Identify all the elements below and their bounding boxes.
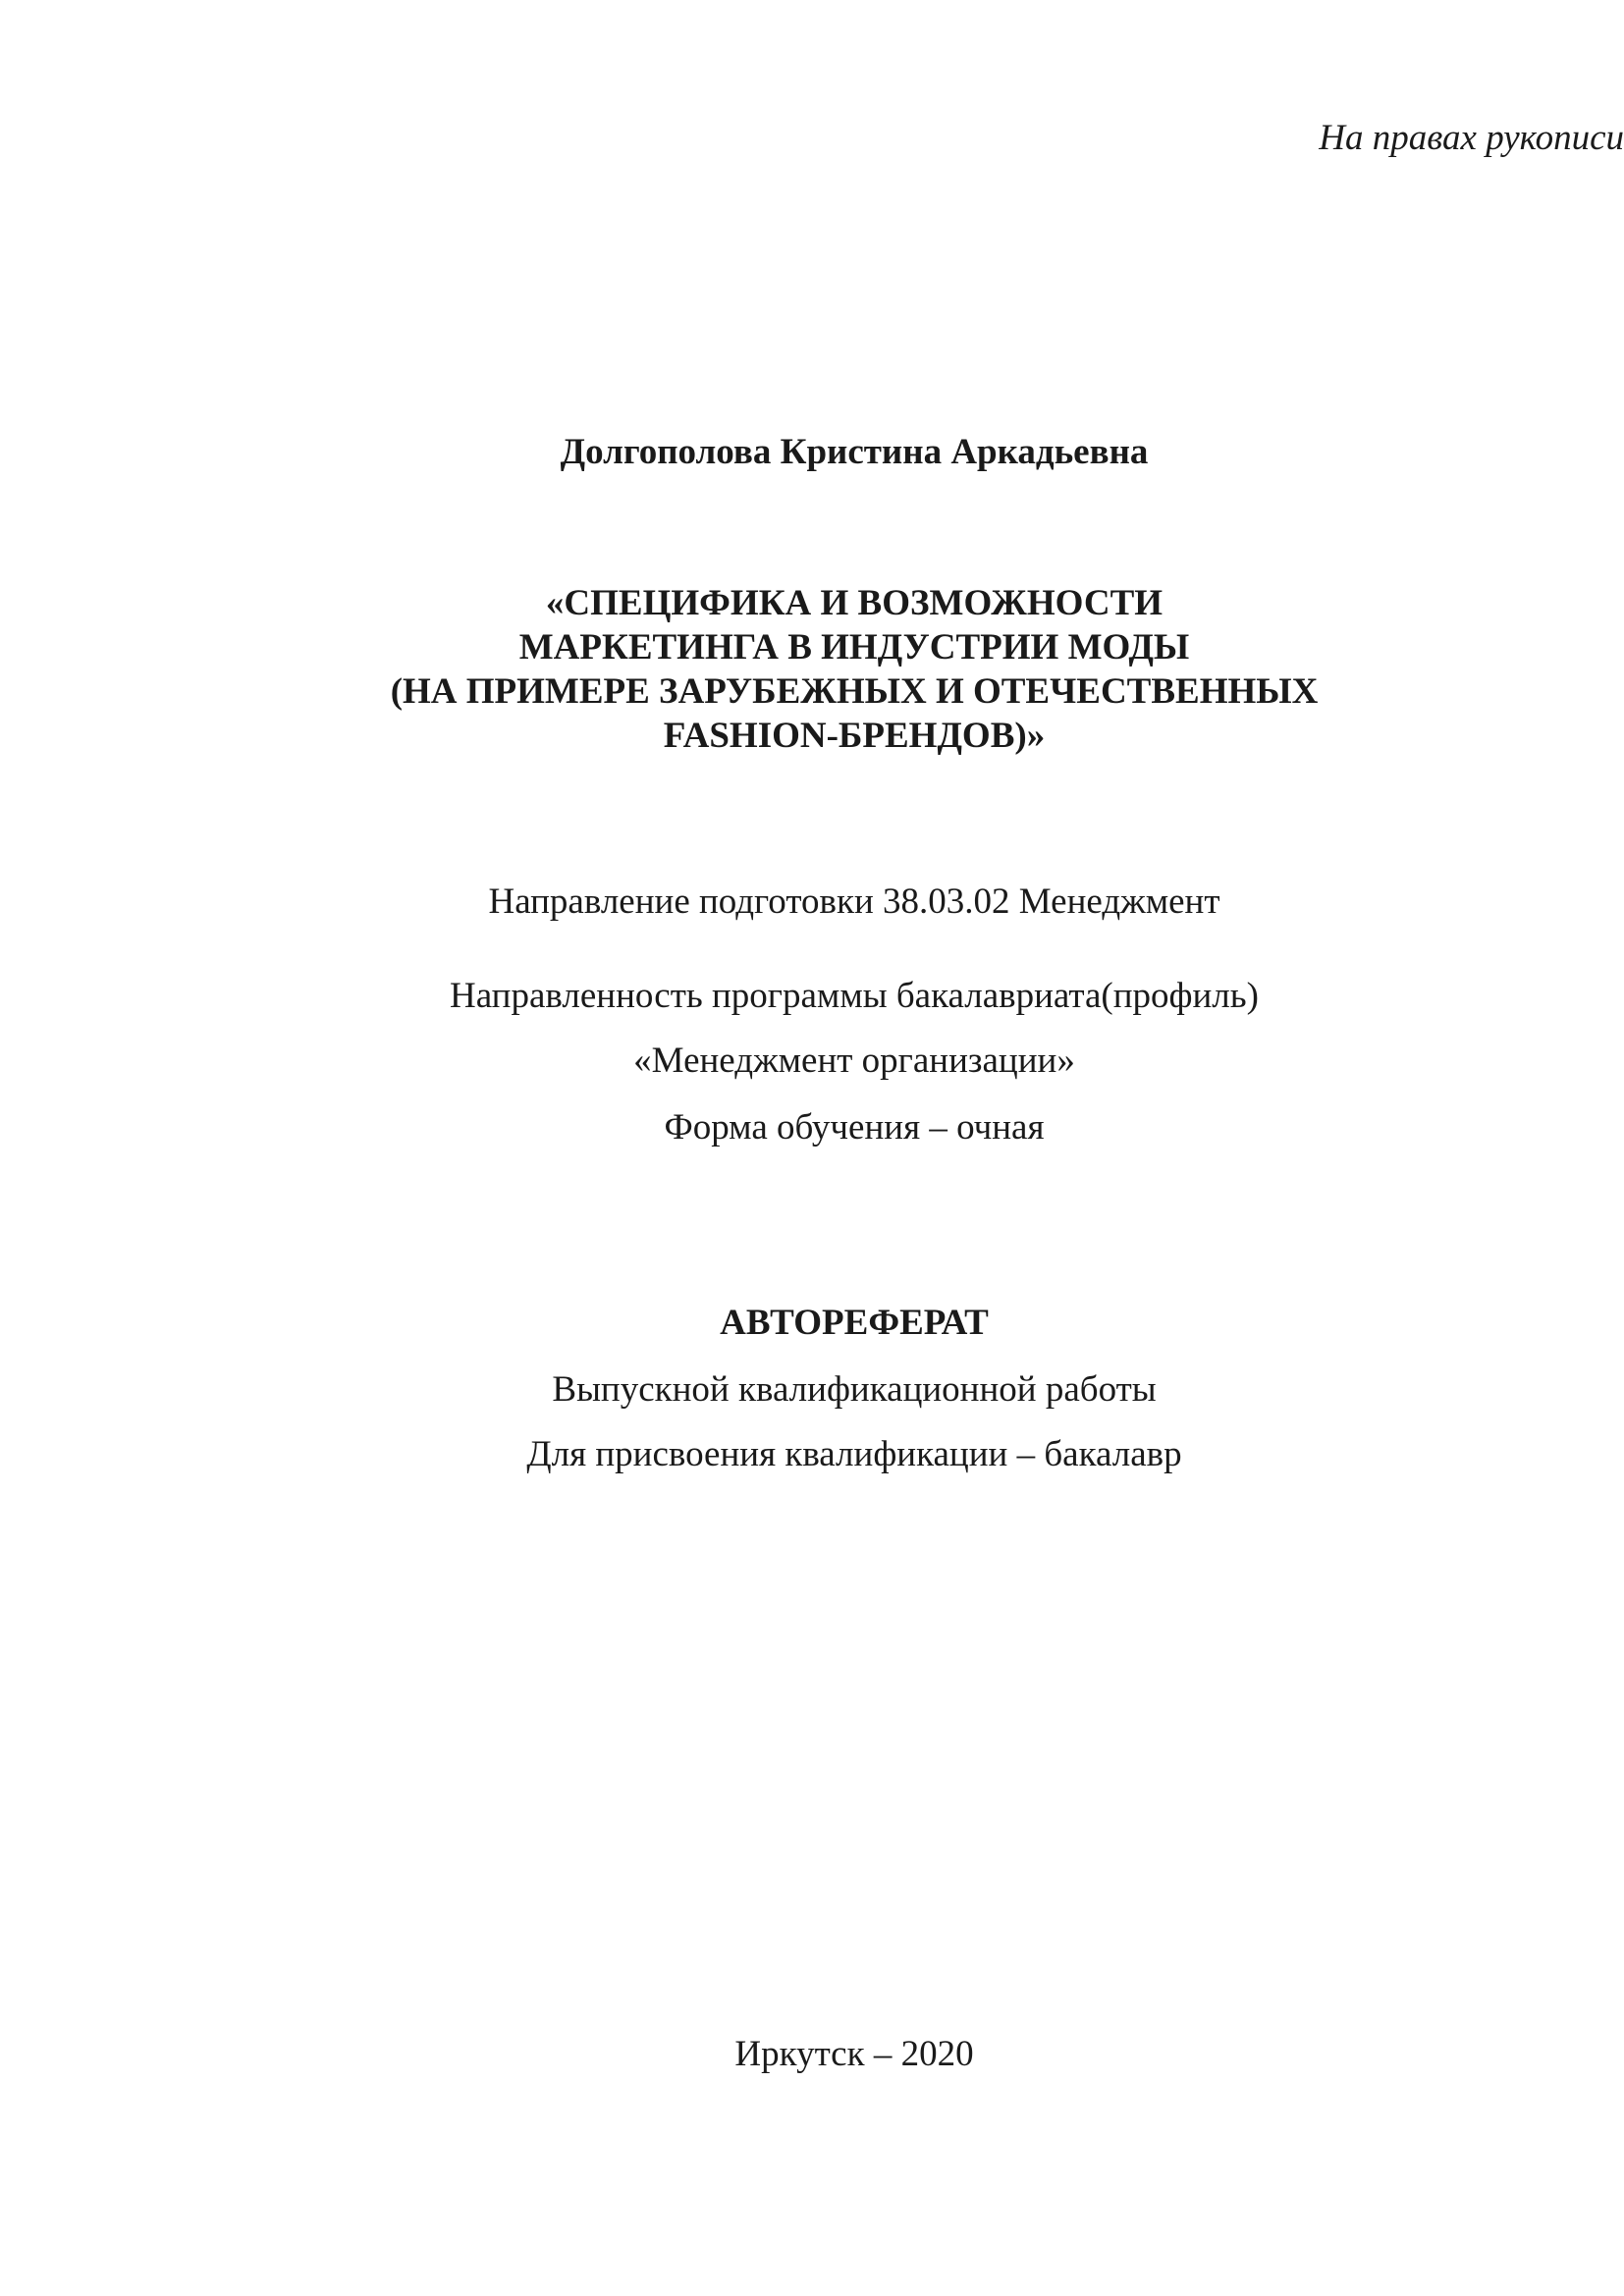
training-direction: Направление подготовки 38.03.02 Менеджмент <box>488 881 1220 922</box>
author-name: Долгополова Кристина Аркадьевна <box>560 432 1149 472</box>
program-profile: «Менеджмент организации» <box>633 1041 1075 1081</box>
title-line-4: FASHION-БРЕНДОВ)» <box>663 716 1046 756</box>
qualification: Для присвоения квалификации – бакалавр <box>526 1434 1182 1474</box>
city-year: Иркутск – 2020 <box>734 2034 974 2074</box>
thesis-title <box>0 581 1624 758</box>
program-orientation: Направленность программы бакалавриата(профиль) <box>450 976 1259 1016</box>
title-line-2: МАРКЕТИНГА В ИНДУСТРИИ МОДЫ <box>518 627 1190 667</box>
work-type: Выпускной квалификационной работы <box>552 1369 1157 1410</box>
study-form: Форма обучения – очная <box>664 1107 1045 1148</box>
title-line-3: (НА ПРИМЕРЕ ЗАРУБЕЖНЫХ И ОТЕЧЕСТВЕННЫХ <box>390 671 1319 712</box>
rights-note: На правах рукописи <box>1319 118 1624 158</box>
abstract-heading: АВТОРЕФЕРАТ <box>720 1303 989 1343</box>
title-line-1: «СПЕЦИФИКА И ВОЗМОЖНОСТИ <box>545 583 1164 623</box>
